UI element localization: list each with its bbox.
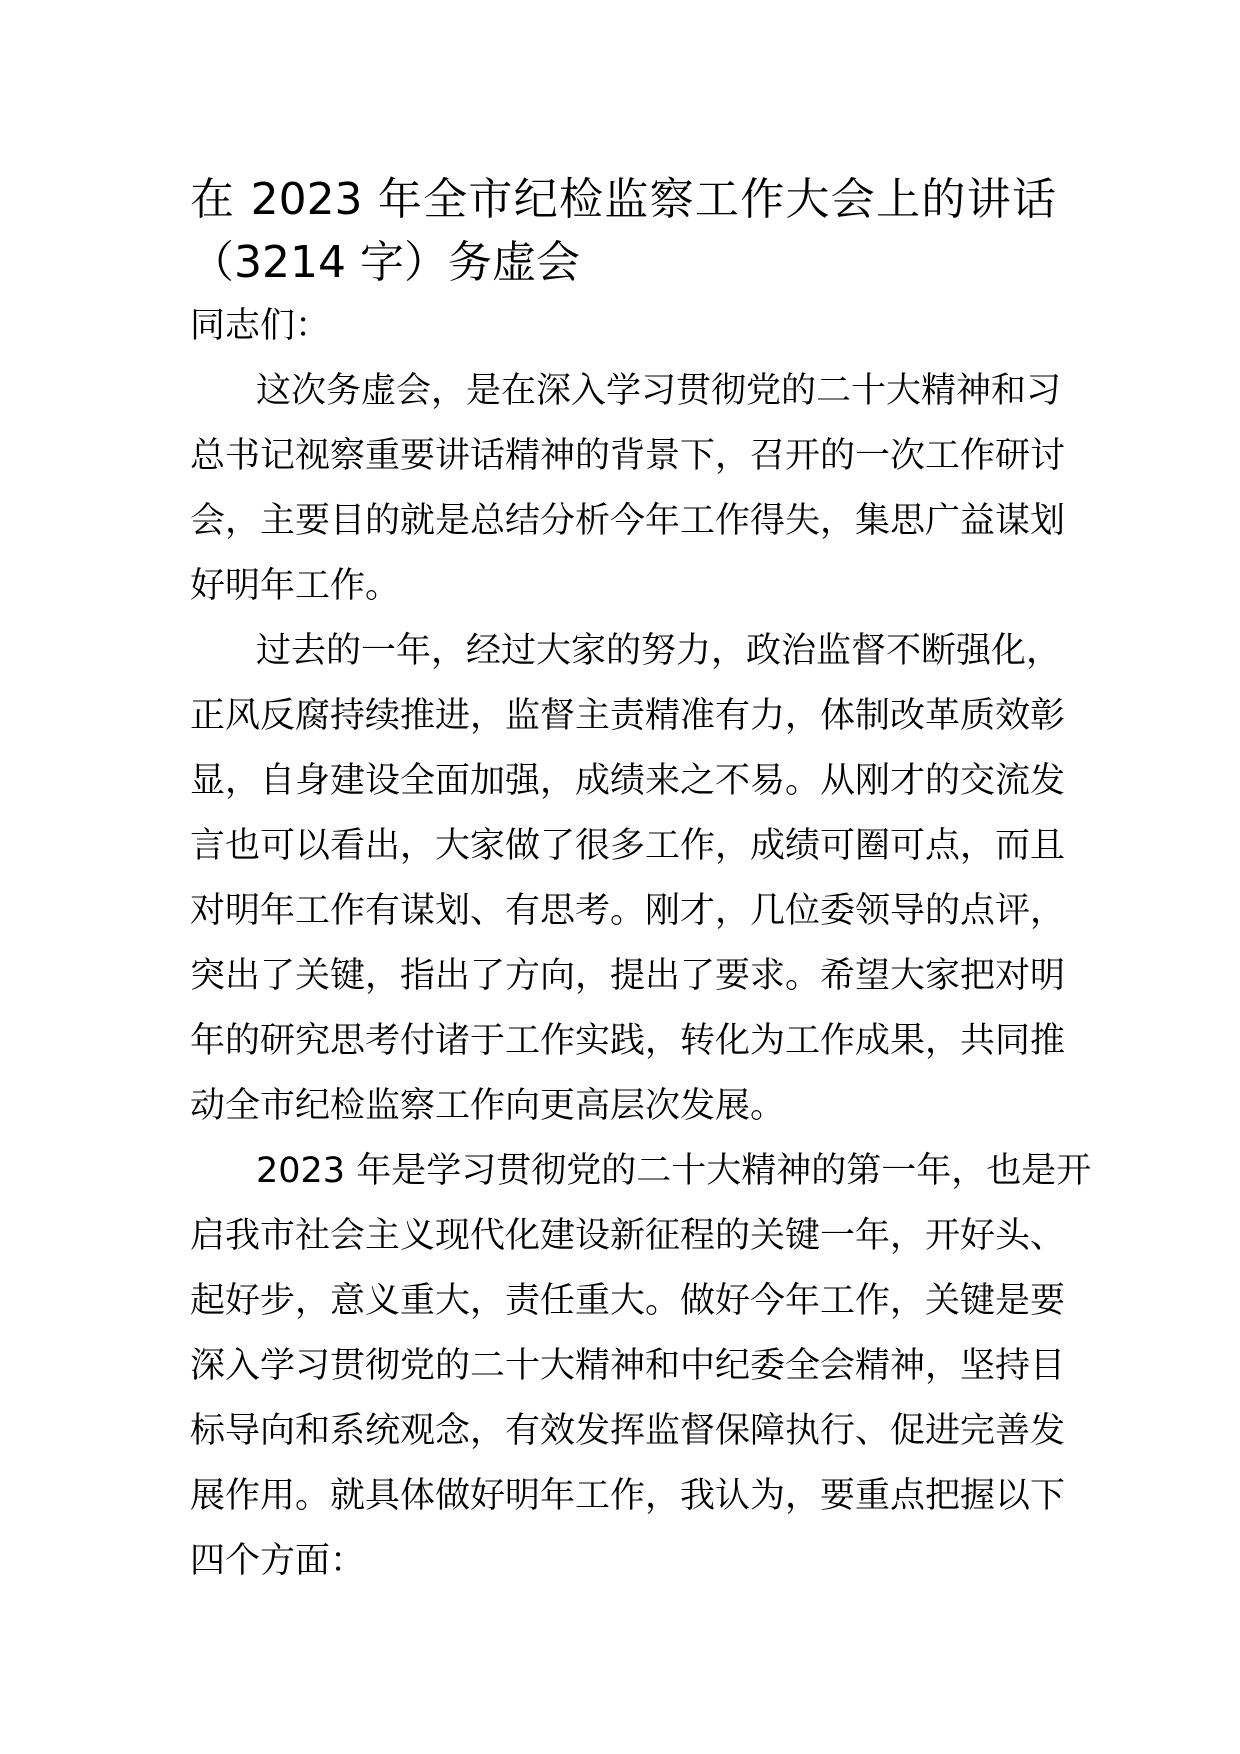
title-line: 在 2023 年全市纪检监察工作大会上的讲话 — [190, 174, 1056, 225]
paragraph — [190, 619, 1066, 1139]
paragraph-line: 启我市社会主义现代化建设新征程的关键一年，开好头、 — [190, 1216, 1066, 1256]
paragraph-line: 深入学习贯彻党的二十大精神和中纪委全会精神，坚持目 — [190, 1346, 1066, 1386]
document-page — [190, 168, 1092, 1594]
paragraph-line: 四个方面： — [190, 1541, 366, 1581]
document-title — [190, 168, 1056, 294]
paragraph-line: 2023 年是学习贯彻党的二十大精神的第一年，也是开 — [256, 1151, 1092, 1191]
paragraph — [190, 359, 1066, 619]
paragraph-line: 起好步，意义重大，责任重大。做好今年工作，关键是要 — [190, 1281, 1066, 1321]
paragraph-line: 年的研究思考付诸于工作实践，转化为工作成果，共同推 — [190, 1021, 1066, 1061]
paragraph-line: 总书记视察重要讲话精神的背景下，召开的一次工作研讨 — [190, 436, 1066, 476]
paragraph-line: 突出了关键，指出了方向，提出了要求。希望大家把对明 — [190, 956, 1066, 996]
paragraph-line: 展作用。就具体做好明年工作，我认为，要重点把握以下 — [190, 1476, 1066, 1516]
title-line: （3214 字）务虚会 — [190, 237, 580, 288]
document-body — [190, 294, 1092, 1594]
paragraph-line: 会，主要目的就是总结分析今年工作得失，集思广益谋划 — [190, 501, 1066, 541]
paragraph-line: 言也可以看出，大家做了很多工作，成绩可圈可点，而且 — [190, 826, 1066, 866]
paragraph — [190, 1139, 1092, 1594]
paragraph-line: 好明年工作。 — [190, 566, 401, 606]
paragraph-line: 标导向和系统观念，有效发挥监督保障执行、促进完善发 — [190, 1411, 1066, 1451]
paragraph-line: 显，自身建设全面加强，成绩来之不易。从刚才的交流发 — [190, 761, 1066, 801]
paragraph-line: 对明年工作有谋划、有思考。刚才，几位委领导的点评， — [190, 891, 1066, 931]
salutation: 同志们： — [190, 306, 331, 346]
paragraph-line: 这次务虚会，是在深入学习贯彻党的二十大精神和习 — [256, 371, 1062, 411]
paragraph-line: 动全市纪检监察工作向更高层次发展。 — [190, 1086, 786, 1126]
paragraph-line: 过去的一年，经过大家的努力，政治监督不断强化， — [256, 631, 1062, 671]
paragraph-line: 正风反腐持续推进，监督主责精准有力，体制改革质效彰 — [190, 696, 1066, 736]
